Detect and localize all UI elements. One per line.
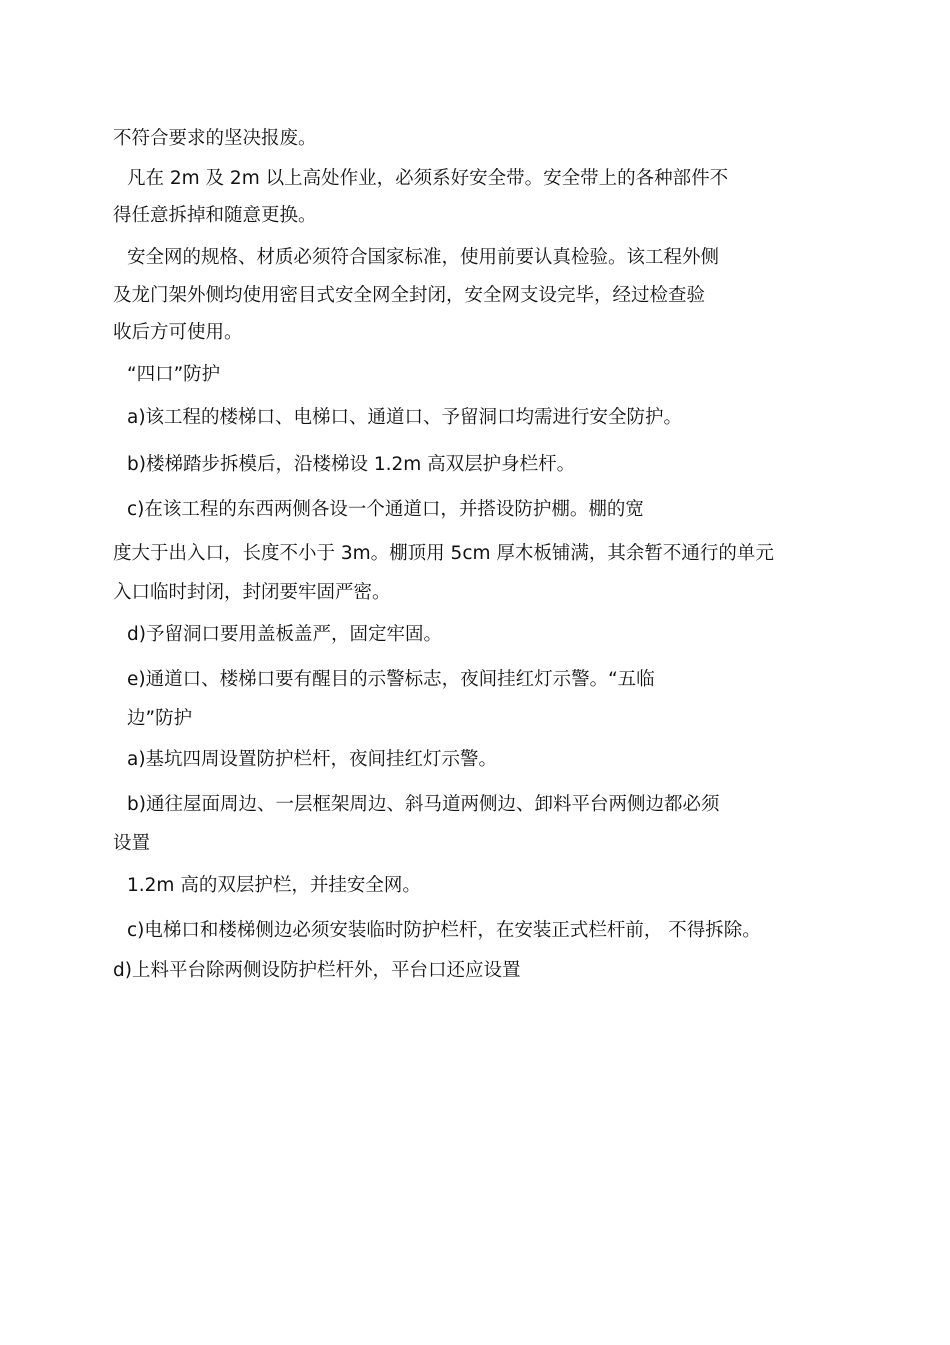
- list-item: c)电梯口和楼梯侧边必须安装临时防护栏杆，在安装正式栏杆前， 不得拆除。: [127, 920, 761, 941]
- list-item: a)基坑四周设置防护栏杆，夜间挂红灯示警。: [127, 749, 498, 770]
- section-heading: 边”防护: [127, 708, 193, 729]
- section-heading: “四口”防护: [127, 364, 221, 385]
- text-line: 收后方可使用。: [113, 322, 243, 343]
- list-item: e)通道口、楼梯口要有醒目的示警标志，夜间挂红灯示警。“五临: [127, 669, 655, 690]
- list-item: b)通往屋面周边、一层框架周边、斜马道两侧边、卸料平台两侧边都必须: [127, 794, 720, 815]
- list-item: a)该工程的楼梯口、电梯口、通道口、予留洞口均需进行安全防护。: [127, 407, 683, 428]
- text-line: 安全网的规格、材质必须符合国家标准，使用前要认真检验。该工程外侧: [127, 247, 720, 268]
- text-line: 度大于出入口，长度不小于 3m。棚顶用 5cm 厚木板铺满，其余暂不通行的单元: [113, 543, 774, 564]
- text-line: 入口临时封闭，封闭要牢固严密。: [113, 582, 391, 603]
- list-item: d)上料平台除两侧设防护栏杆外，平台口还应设置: [113, 960, 521, 981]
- text-line: 及龙门架外侧均使用密目式安全网全封闭，安全网支设完毕，经过检查验: [113, 285, 706, 306]
- text-line: 设置: [113, 833, 151, 854]
- list-item: b)楼梯踏步拆模后，沿楼梯设 1.2m 高双层护身栏杆。: [127, 454, 576, 475]
- text-line: 凡在 2m 及 2m 以上高处作业，必须系好安全带。安全带上的各种部件不: [127, 168, 729, 189]
- text-line: 1.2m 高的双层护栏，并挂安全网。: [127, 875, 421, 896]
- list-item: d)予留洞口要用盖板盖严，固定牢固。: [127, 624, 442, 645]
- list-item: c)在该工程的东西两侧各设一个通道口，并搭设防护棚。棚的宽: [127, 499, 644, 520]
- text-line: 得任意拆掉和随意更换。: [113, 205, 317, 226]
- text-line: 不符合要求的坚决报废。: [113, 128, 317, 149]
